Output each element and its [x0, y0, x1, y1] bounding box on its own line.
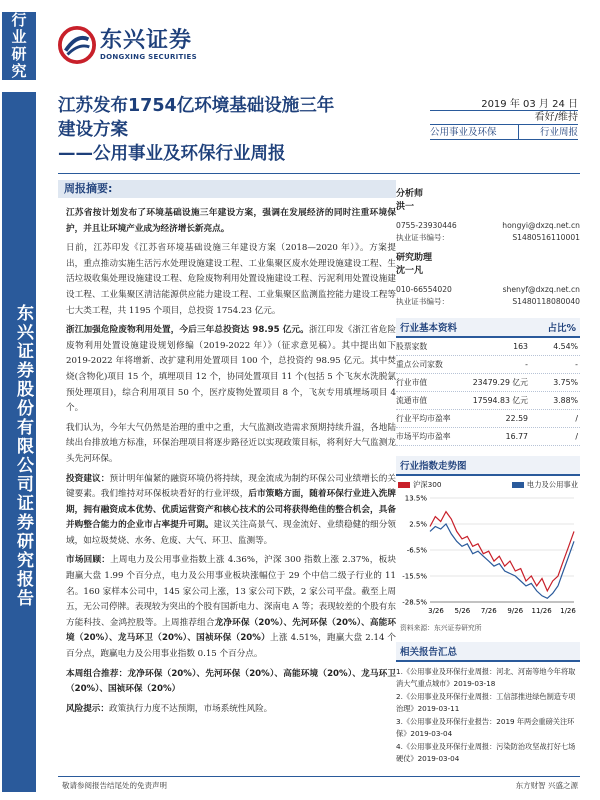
basic-data-table — [396, 338, 580, 446]
analyst-email[interactable]: hongyi@dxzq.net.cn — [502, 221, 580, 230]
list-item[interactable]: 1.《公用事业及环保行业周报：河北、河南等地今年将取消大气重点城市》2019-03-18 — [396, 667, 576, 688]
analyst-role: 分析师 — [396, 189, 424, 199]
legend-item: 沪深300 — [398, 480, 442, 490]
analyst-block — [396, 186, 580, 244]
chart-section-title: 行业指数走势图 — [396, 456, 580, 476]
tag-divider — [518, 125, 519, 139]
analyst-cert: S1480516110001 — [512, 233, 580, 242]
logo-english-name: DONGXING SECURITIES — [100, 53, 197, 61]
table-row: 重点公司家数 - - — [396, 356, 580, 374]
assistant-role: 研究助理 — [396, 253, 433, 263]
right-column — [396, 180, 580, 766]
cert-label: 执业证书编号： — [396, 233, 450, 242]
list-item[interactable]: 4.《公用事业及环保行业周报：污染防治攻坚战打好七场硬仗》2019-03-04 — [396, 742, 576, 763]
industry-rating: 看好/维持 — [430, 110, 578, 125]
table-row: 股票家数 163 4.54% — [396, 338, 580, 356]
assistant-block — [396, 250, 580, 308]
list-item[interactable]: 2.《公用事业及环保行业周报：工信部推进绿色制造专项治理》2019-03-11 — [396, 692, 576, 713]
line-chart-svg — [396, 490, 580, 618]
title-line-1: 江苏发布1754亿环境基础设施三年 — [58, 96, 335, 116]
y-tick-label: 2.5% — [409, 520, 427, 529]
summary-heading: 周报摘要: — [58, 180, 396, 198]
industry-tag: 公用事业及环保 — [430, 127, 497, 138]
related-reports-list — [396, 666, 580, 764]
table-row: 行业平均市盈率 22.59 / — [396, 410, 580, 428]
company-logo — [58, 26, 197, 64]
y-tick-label: 13.5% — [404, 494, 427, 503]
x-tick-label: 3/26 — [428, 607, 444, 615]
footer-disclaimer: 敬请参阅报告结尾处的免责声明 — [62, 781, 167, 790]
legend-swatch — [512, 482, 524, 488]
x-tick-label: 1/26 — [560, 607, 576, 615]
summary-paragraph: 本周组合推荐：龙净环保（20%）、先河环保（20%）、高能环境（20%）、龙马环卫（20%）、国祯环保（20%） — [66, 668, 396, 695]
list-item[interactable]: 3.《公用事业及环保行业报告：2019 年两会重磅关注环保》2019-03-04 — [396, 717, 575, 738]
assistant-name: 沈一凡 — [396, 266, 424, 276]
logo-emblem-icon — [58, 26, 96, 64]
x-tick-label: 5/26 — [454, 607, 471, 615]
report-title — [58, 94, 418, 166]
table-row: 市场平均市盈率 16.77 / — [396, 428, 580, 446]
report-meta — [430, 95, 578, 140]
summary-paragraph: 我们认为，今年大气仍然是治理的重中之重，大气监测改造需求预期持续升温，各地陆续出台排放地方标准，环保治理项目将逐步路径近以实现政策目标，将利好大气监测龙头先河环保。 — [66, 422, 396, 464]
legend-swatch — [398, 482, 410, 488]
x-tick-label: 9/26 — [507, 607, 524, 615]
related-reports-title: 相关报告汇总 — [396, 642, 580, 662]
report-type-tag: 行业周报 — [539, 127, 578, 138]
analyst-phone: 0755-23930446 — [396, 221, 457, 230]
x-tick-label: 11/26 — [531, 607, 552, 615]
index-chart — [396, 480, 580, 632]
assistant-email[interactable]: shenyf@dxzq.net.cn — [502, 285, 580, 294]
summary-body — [66, 206, 396, 721]
table-row: 行业市值 23479.29 亿元 3.75% — [396, 374, 580, 392]
summary-paragraph: 投资建议：预计明年偏紧的融资环境仍将持续，现金流成为制约环保公司业绩增长的关键要素。我们维持对环保板块看好的行业评级，后市策略方面，随着环保行业进入洗牌期，拥有融资成本优势、优质运营资产和核心技术的公司将获得绝佳的整合机会，具备并购整合能力的企业市占率提升可期。建议关注高景气、现金流好、业绩稳健的细分领域，如垃圾焚烧、水务、危废、大气、环卫、监测等。 — [66, 473, 396, 546]
summary-paragraph: 市场回顾：上周电力及公用事业指数上涨 4.36%，沪深 300 指数上涨 2.37%，板块跑赢大盘 1.99 个百分点，电力及公用事业板块涨幅位于 29 个中信二级子行业的 11 名。160 家样本公司中，145 家公司上涨，13 家公司下跌，2 家公司平盘。截至上周五，无公司停牌。表现较为突出的个股有国新电力、深南电 A 等；表现较差的个股有东方能科技、金鸿控股等。上周推荐组合龙净环保（20%）、先河环保（20%）、高能环境（20%）、龙马环卫（20%）、国祯环保（20%）上涨 4.51%，跑赢大盘 2.14 个百分点，跑赢电力及公用事业指数 0.15 个百分点。 — [66, 555, 396, 660]
cert-label: 执业证书编号： — [396, 297, 450, 306]
summary-paragraph: 浙江加强危险废物利用处置，今后三年总投资达 98.95 亿元。浙江印发《浙江省危险废物利用处置设施建设规划修编（2019-2022 年）》（征求意见稿）。其中提出如下 2019-2022 年将增新、改扩建利用处置项目 100 个，总投资约 98.95 亿元。其中焚烧(含物化)项目 15 个，填埋项目 12 个，协同处置项目 11 个(包括 5 个飞灰水洗脱氯预处理项目)，综合利用项目 50 个，医疗废物处置项目 8 个，飞灰专用填埋场项目 4 个。 — [66, 325, 396, 414]
x-tick-label: 7/26 — [480, 607, 497, 615]
y-tick-label: -28.5% — [402, 598, 427, 607]
assistant-phone: 010-66554020 — [396, 285, 452, 294]
company-report-label: 东兴证券股份有限公司证券研究报告 — [2, 92, 36, 792]
summary-paragraph: 风险提示：政策执行力度不达预期，市场系统性风险。 — [66, 703, 273, 714]
summary-paragraph: 日前，江苏印发《江苏省环境基础设施三年建设方案（2018—2020 年）》。方案提出，重点推动实施生活污水处理设施建设工程、工业集聚区废水处理设施建设工程、生活垃圾收集处理设施建设工程、危险废物利用处置设施建设工程、污泥利用处置设施建设工程、工业集聚区清洁能源供应能力建设工程、工业集聚区监测监控能力建设工程等七大类工程，共 1195 个项目，总投资 1754.23 亿元。 — [66, 243, 396, 316]
y-tick-label: -15.5% — [402, 572, 427, 581]
report-date: 2019 年 03 月 24 日 — [481, 99, 578, 110]
report-category-label: 行业研究 — [2, 12, 36, 80]
footer-divider — [58, 776, 580, 777]
chart-source: 资料来源：东兴证券研究所 — [400, 624, 482, 632]
y-tick-label: -6.5% — [406, 546, 427, 555]
table-row: 流通市值 17594.83 亿元 3.88% — [396, 392, 580, 410]
analyst-name: 洪一 — [396, 202, 415, 212]
logo-chinese-name: 东兴证券 — [100, 28, 193, 53]
legend-item: 电力及公用事业 — [512, 480, 578, 490]
report-tags — [430, 125, 578, 140]
title-line-3: ——公用事业及环保行业周报 — [58, 144, 286, 164]
footer-slogan: 东方财智 兴盛之源 — [515, 781, 578, 790]
pct-column-header: 占比% — [547, 323, 576, 334]
header-divider — [58, 173, 580, 174]
chart-legend — [398, 480, 578, 490]
series-line — [430, 512, 574, 591]
basic-data-title: 行业基本资料 占比% — [396, 318, 580, 338]
left-sidebar — [0, 0, 40, 800]
summary-lead: 江苏省按计划发布了环境基础设施三年建设方案，强调在发展经济的同时注重环境保护，并且让环境产业成为经济增长新亮点。 — [66, 208, 396, 234]
assistant-cert: S1480118080040 — [512, 297, 580, 306]
summary-paragraph — [66, 206, 396, 237]
title-line-2: 建设方案 — [58, 120, 128, 140]
